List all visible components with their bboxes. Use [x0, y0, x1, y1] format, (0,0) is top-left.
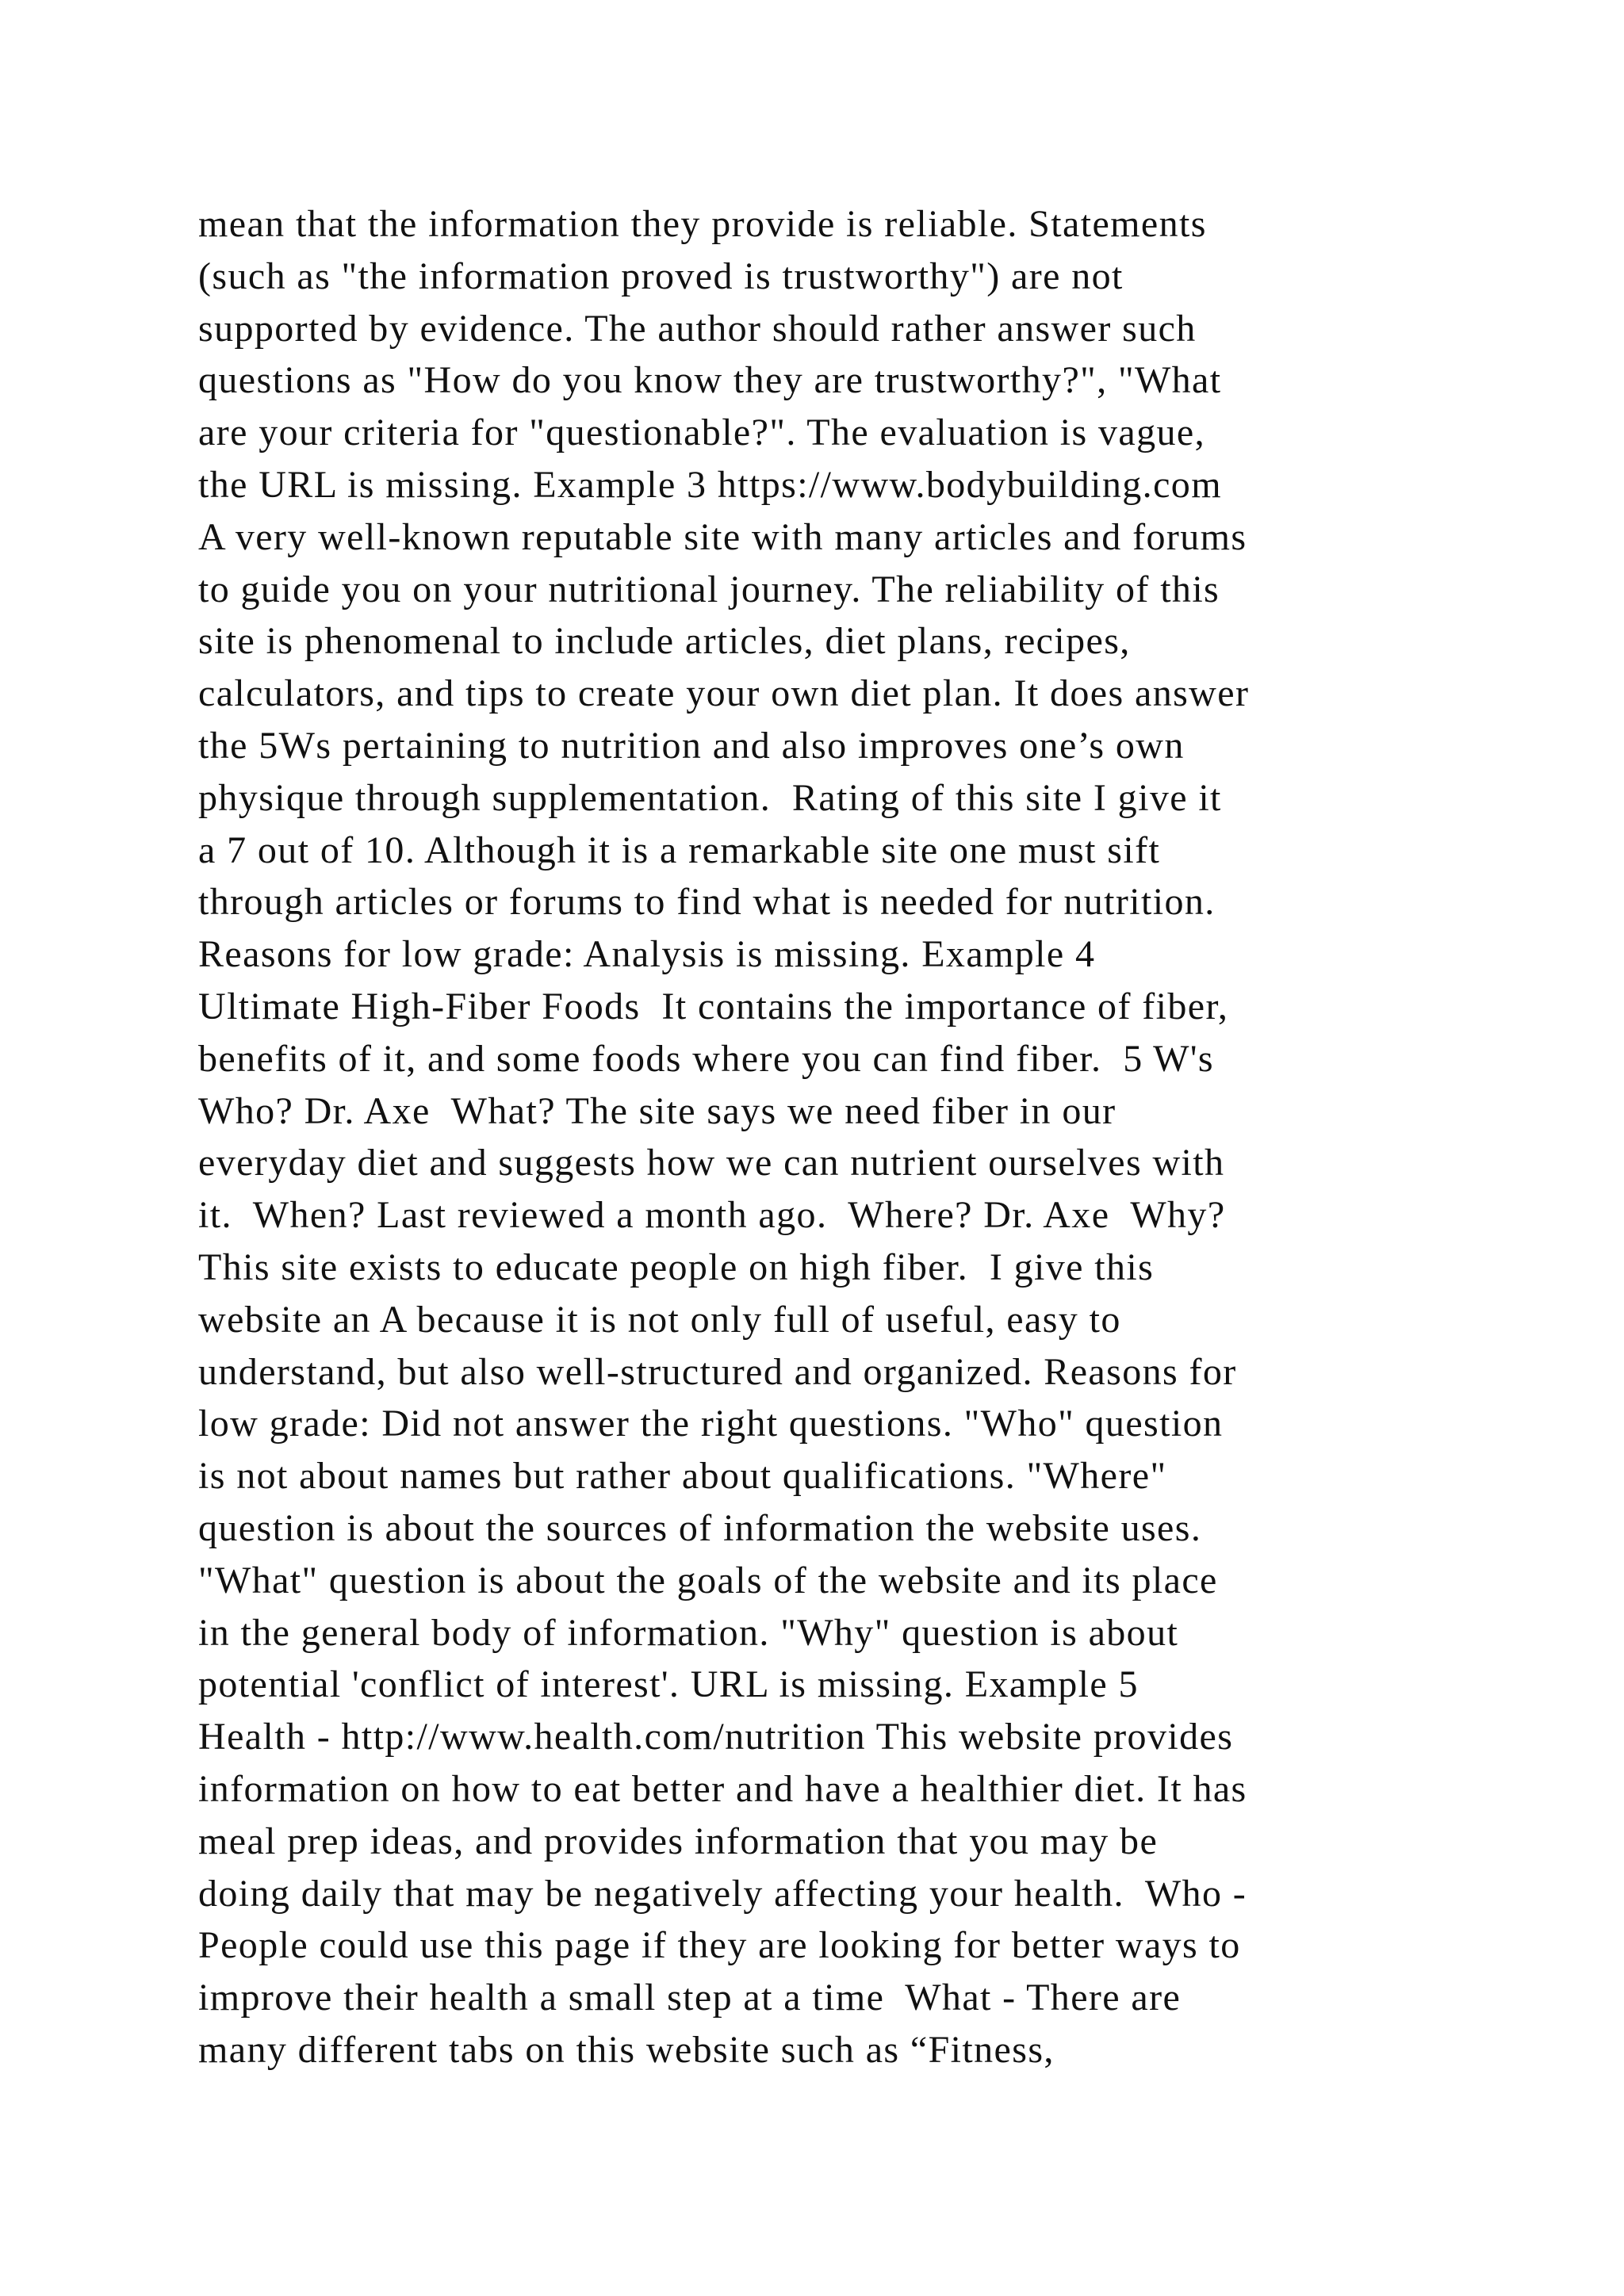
text-line: improve their health a small step at a time What - There are	[198, 1976, 1182, 2019]
text-line: Who? Dr. Axe What? The site says we need fiber in our	[198, 1089, 1116, 1132]
text-line: This site exists to educate people on high fiber. I give this	[198, 1246, 1155, 1288]
text-line: the 5Ws pertaining to nutrition and also improves one’s own	[198, 724, 1185, 767]
text-line: Reasons for low grade: Analysis is missing. Example 4	[198, 933, 1096, 976]
text-line: low grade: Did not answer the right questions. "Who" question	[198, 1402, 1224, 1445]
text-line: Ultimate High-Fiber Foods It contains the importance of fiber,	[198, 985, 1229, 1027]
text-line: question is about the sources of information the website uses.	[198, 1506, 1202, 1549]
text-line: the URL is missing. Example 3 https://www.bodybuilding.com	[198, 463, 1222, 506]
text-line: information on how to eat better and have a healthier diet. It has	[198, 1767, 1247, 1810]
text-line: A very well-known reputable site with many articles and forums	[198, 515, 1247, 558]
body-text	[198, 198, 1467, 2076]
text-line: a 7 out of 10. Although it is a remarkable site one must sift	[198, 828, 1161, 871]
text-line: physique through supplementation. Rating of this site I give it	[198, 776, 1222, 819]
text-line: many different tabs on this website such as “Fitness,	[198, 2028, 1055, 2071]
text-line: is not about names but rather about qualifications. "Where"	[198, 1455, 1167, 1498]
text-line: to guide you on your nutritional journey. The reliability of this	[198, 568, 1220, 610]
text-line: meal prep ideas, and provides information that you may be	[198, 1820, 1159, 1862]
text-line: potential 'conflict of interest'. URL is missing. Example 5	[198, 1663, 1139, 1706]
text-line: "What" question is about the goals of the website and its place	[198, 1559, 1218, 1601]
text-line: are your criteria for "questionable?". The evaluation is vague,	[198, 411, 1206, 454]
text-line: understand, but also well-structured and organized. Reasons for	[198, 1350, 1237, 1393]
text-line: mean that the information they provide is reliable. Statements	[198, 203, 1207, 245]
text-line: through articles or forums to find what is needed for nutrition.	[198, 881, 1216, 924]
text-line: benefits of it, and some foods where you can find fiber. 5 W's	[198, 1037, 1215, 1080]
text-line: (such as "the information proved is trustworthy") are not	[198, 254, 1124, 297]
text-line: People could use this page if they are looking for better ways to	[198, 1924, 1241, 1967]
text-line: site is phenomenal to include articles, diet plans, recipes,	[198, 620, 1131, 663]
text-line: everyday diet and suggests how we can nutrient ourselves with	[198, 1142, 1225, 1184]
text-line: questions as "How do you know they are trustworthy?", "What	[198, 359, 1222, 402]
text-line: in the general body of information. "Why" question is about	[198, 1611, 1179, 1654]
text-line: website an A because it is not only full of useful, easy to	[198, 1298, 1121, 1341]
text-line: it. When? Last reviewed a month ago. Where? Dr. Axe Why?	[198, 1194, 1226, 1237]
text-line: Health - http://www.health.com/nutrition This website provides	[198, 1716, 1234, 1758]
text-line: doing daily that may be negatively affecting your health. Who -	[198, 1872, 1247, 1915]
text-line: supported by evidence. The author should rather answer such	[198, 307, 1197, 350]
text-line: calculators, and tips to create your own diet plan. It does answer	[198, 672, 1250, 715]
